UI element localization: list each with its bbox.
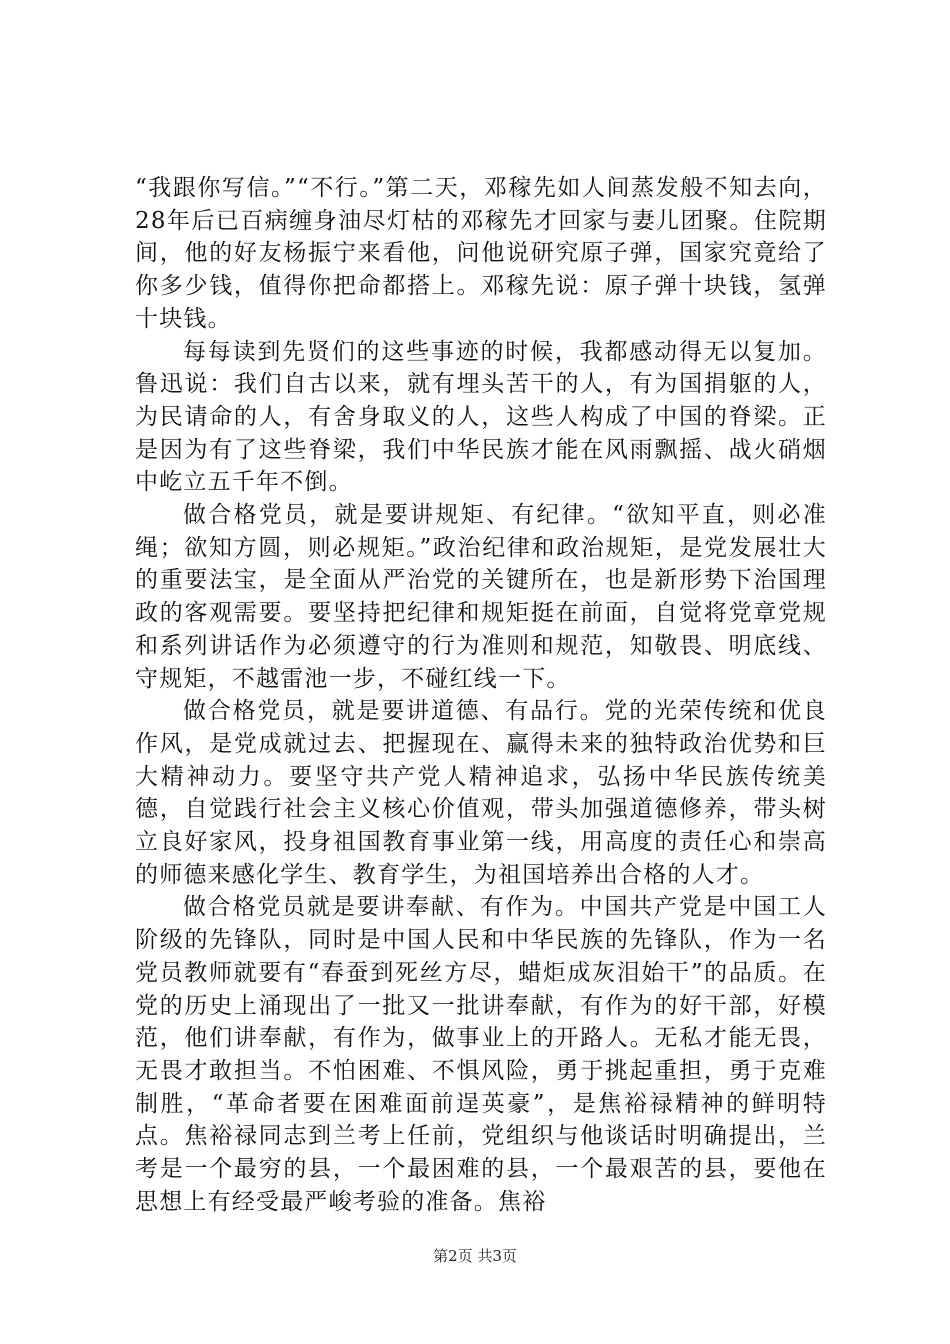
document-body bbox=[135, 172, 827, 1219]
paragraph-morality: 做合格党员，就是要讲道德、有品行。党的光荣传统和优良作风，是党成就过去、把握现在、赢得未来的独特政治优势和巨大精神动力。要坚守共产党人精神追求，弘扬中华民族传统美德，自觉践行社会主义核心价值观，带头加强道德修养，带头树立良好家风，投身祖国教育事业第一线，用高度的责任心和崇高的师德来感化学生、教育学生，为祖国培养出合格的人才。 bbox=[135, 698, 827, 888]
paragraph-continuation: “我跟你写信。”“不行。”第二天，邓稼先如人间蒸发般不知去向，28年后已百病缠身油尽灯枯的邓稼先才回家与妻儿团聚。住院期间，他的好友杨振宁来看他，问他说研究原子弹，国家究竟给了你多少钱，值得你把命都搭上。邓稼先说：原子弹十块钱，氢弹十块钱。 bbox=[135, 175, 827, 332]
page-number-footer: 第2页 共3页 bbox=[433, 1247, 517, 1265]
paragraph-rules-discipline: 做合格党员，就是要讲规矩、有纪律。“欲知平直，则必准绳；欲知方圆，则必规矩。”政治纪律和政治规矩，是党发展壮大的重要法宝，是全面从严治党的关键所在，也是新形势下治国理政的客观需要。要坚持把纪律和规矩挺在前面，自觉将党章党规和系列讲话作为必须遵守的行为准则和规范，知敬畏、明底线、守规矩，不越雷池一步，不碰红线一下。 bbox=[135, 502, 827, 692]
paragraph-lu-xun: 每每读到先贤们的这些事迹的时候，我都感动得无以复加。鲁迅说：我们自古以来，就有埋头苦干的人，有为国捐躯的人，为民请命的人，有舍身取义的人，这些人构成了中国的脊梁。正是因为有了这些脊梁，我们中华民族才能在风雨飘摇、战火硝烟中屹立五千年不倒。 bbox=[135, 338, 827, 496]
paragraph-dedication: 做合格党员就是要讲奉献、有作为。中国共产党是中国工人阶级的先锋队，同时是中国人民和中华民族的先锋队，作为一名党员教师就要有“春蚕到死丝方尽，蜡炬成灰泪始干”的品质。在党的历史上涌现出了一批又一批讲奉献，有作为的好干部，好模范，他们讲奉献，有作为，做事业上的开路人。无私才能无畏，无畏才敢担当。不怕困难、不惧风险，勇于挑起重担，勇于克难制胜，“革命者要在困难面前逞英豪”，是焦裕禄精神的鲜明特点。焦裕禄同志到兰考上任前，党组织与他谈话时明确提出，兰考是一个最穷的县，一个最困难的县，一个最艰苦的县，要他在思想上有经受最严峻考验的准备。焦裕 bbox=[135, 894, 827, 1215]
